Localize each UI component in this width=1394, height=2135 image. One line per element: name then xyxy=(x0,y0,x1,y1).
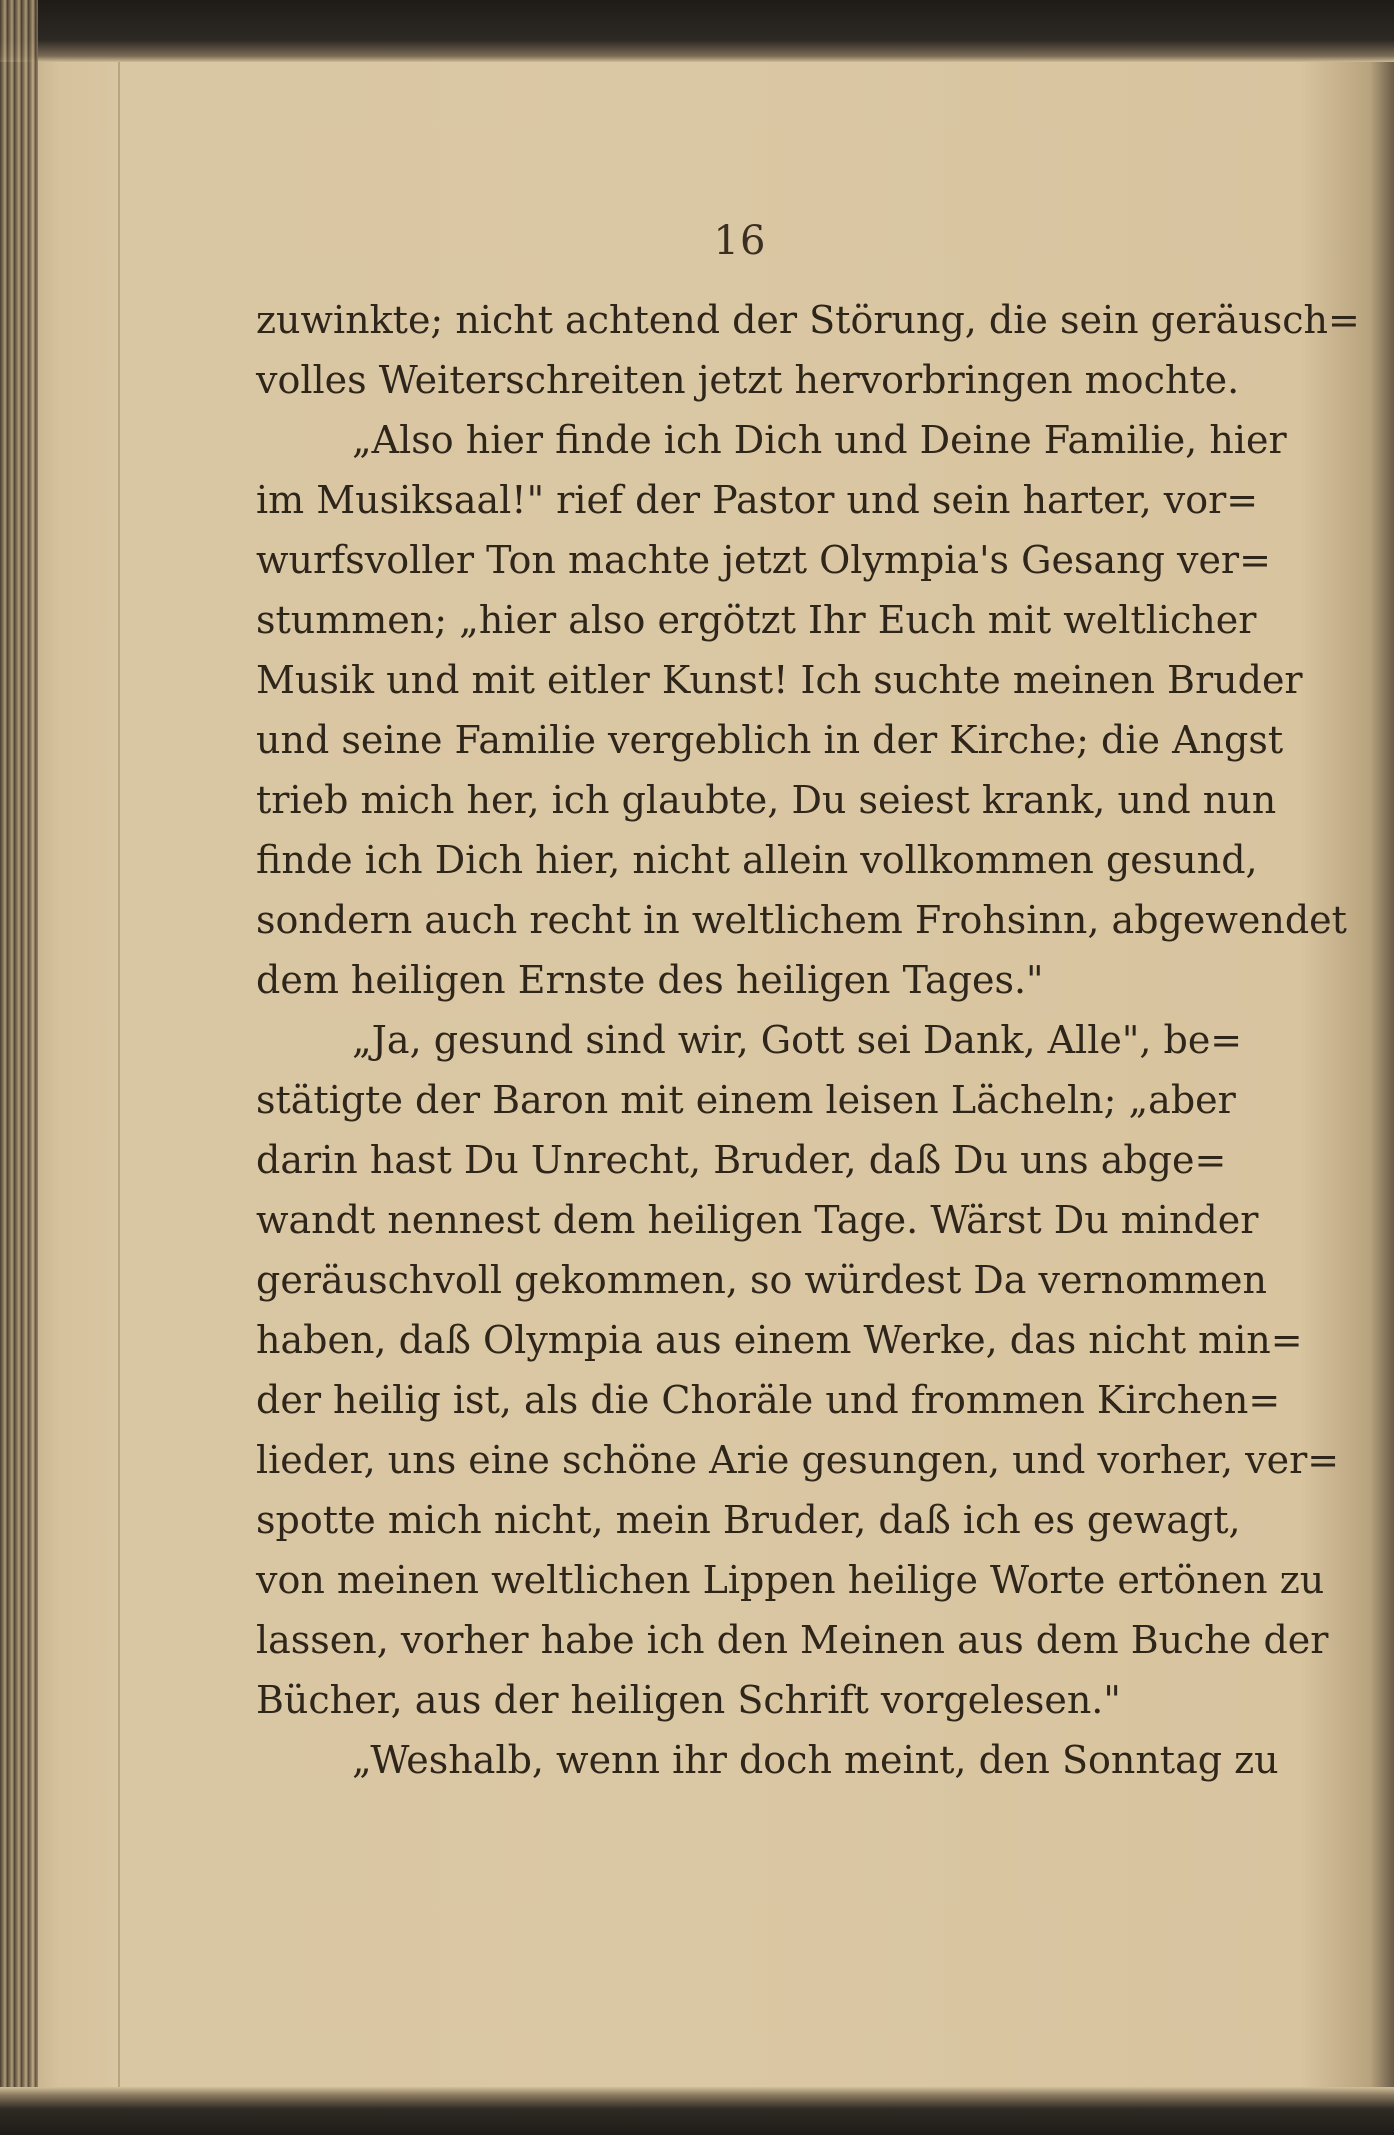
text-line: stätigte der Baron mit einem leisen Lächeln; „aber xyxy=(256,1078,1236,1122)
text-line: der heilig ist, als die Choräle und frommen Kirchen= xyxy=(256,1378,1281,1422)
text-line: wurfsvoller Ton machte jetzt Olympia's Gesang ver= xyxy=(256,538,1271,582)
gutter-line xyxy=(118,62,120,2087)
body-text xyxy=(256,290,1360,1790)
text-line: darin hast Du Unrecht, Bruder, daß Du uns abge= xyxy=(256,1138,1227,1182)
text-line: haben, daß Olympia aus einem Werke, das nicht min= xyxy=(256,1318,1303,1362)
left-page-edges xyxy=(0,0,38,2135)
text-line: und seine Familie vergeblich in der Kirche; die Angst xyxy=(256,718,1284,762)
text-line: dem heiligen Ernste des heiligen Tages." xyxy=(256,958,1044,1002)
page-number: 16 xyxy=(713,218,767,264)
text-line: spotte mich nicht, mein Bruder, daß ich es gewagt, xyxy=(256,1498,1241,1542)
text-line: Musik und mit eitler Kunst! Ich suchte meinen Bruder xyxy=(256,658,1303,702)
text-line: zuwinkte; nicht achtend der Störung, die sein geräusch= xyxy=(256,298,1360,342)
text-line: sondern auch recht in weltlichem Frohsinn, abgewendet xyxy=(256,898,1347,942)
text-line: von meinen weltlichen Lippen heilige Worte ertönen zu xyxy=(256,1558,1325,1602)
text-line: geräuschvoll gekommen, so würdest Da vernommen xyxy=(256,1258,1267,1302)
text-line: „Ja, gesund sind wir, Gott sei Dank, Alle", be= xyxy=(352,1018,1243,1062)
top-binding-edge xyxy=(0,0,1394,62)
bottom-binding-edge xyxy=(0,2087,1394,2135)
text-line: lieder, uns eine schöne Arie gesungen, und vorher, ver= xyxy=(256,1438,1340,1482)
text-line: „Also hier finde ich Dich und Deine Familie, hier xyxy=(352,418,1287,462)
text-line: volles Weiterschreiten jetzt hervorbringen mochte. xyxy=(256,358,1240,402)
text-line: Bücher, aus der heiligen Schrift vorgelesen." xyxy=(256,1678,1121,1722)
text-line: „Weshalb, wenn ihr doch meint, den Sonntag zu xyxy=(352,1738,1279,1782)
text-line: wandt nennest dem heiligen Tage. Wärst Du minder xyxy=(256,1198,1259,1242)
text-line: im Musiksaal!" rief der Pastor und sein harter, vor= xyxy=(256,478,1259,522)
text-line: trieb mich her, ich glaubte, Du seiest krank, und nun xyxy=(256,778,1277,822)
text-line: stummen; „hier also ergötzt Ihr Euch mit weltlicher xyxy=(256,598,1257,642)
text-line: finde ich Dich hier, nicht allein vollkommen gesund, xyxy=(256,838,1258,882)
text-line: lassen, vorher habe ich den Meinen aus dem Buche der xyxy=(256,1618,1329,1662)
